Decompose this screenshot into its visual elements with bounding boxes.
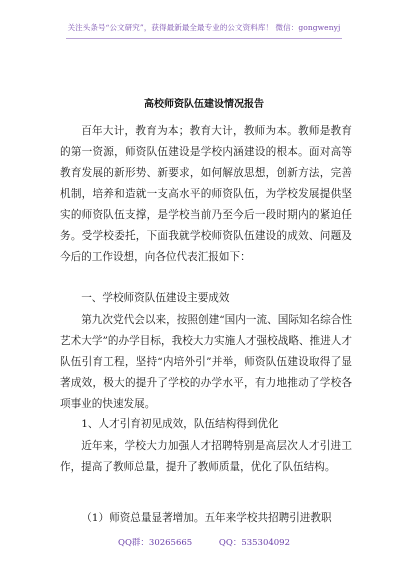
footer-contact — [0, 536, 408, 548]
header-divider — [66, 38, 342, 39]
document-title: 高校师资队伍建设情况报告 — [144, 99, 264, 110]
section-heading-1: 一、学校师资队伍建设主要成效 — [81, 292, 230, 304]
intro-paragraph: 百年大计，教育为本；教育大计，教师为本。教师是教育的第一资源，师资队伍建设是学校内涵建设的根本。面对高等教育发展的新形势、新要求，如何解放思想，创新方法，完善机制，培养和造就一支高水平的师资队伍，为学校发展提供坚实的师资队伍支撑，是学校当前乃至今后一段时期内的紧迫任务。受学校委托，下面我就学校师资队伍建设的成效、问题及今后的工作设想，向各位代表汇报如下： — [60, 125, 352, 263]
list-item-1: （1）师资总量显著增加。五年来学校共招聘引进教职 — [81, 512, 332, 524]
body-paragraph-1: 第九次党代会以来，按照创建“国内一流、国际知名综合性艺术大学”的办学目标，我校大力实施人才强校战略、推进人才队伍引育工程，坚持“内培外引”并举，师资队伍建设取得了显著成效，极大的提升了学校的办学水平，有力地推动了学校各项事业的快速发展。 — [60, 314, 352, 410]
header-banner: 关注头条号“公文研究”，获得最新最全最专业的公文资料库！ 微信：gongwenyj — [67, 23, 341, 32]
section-heading-2: 1、人才引育初见成效，队伍结构得到优化 — [81, 418, 279, 430]
body-paragraph-2: 近年来，学校大力加强人才招聘特别是高层次人才引进工作，提高了教师总量，提升了教师质量，优化了队伍结构。 — [60, 440, 352, 473]
footer-qq: QQ：535304092 — [218, 538, 290, 548]
footer-qq-group: QQ群：30265665 — [117, 538, 193, 548]
